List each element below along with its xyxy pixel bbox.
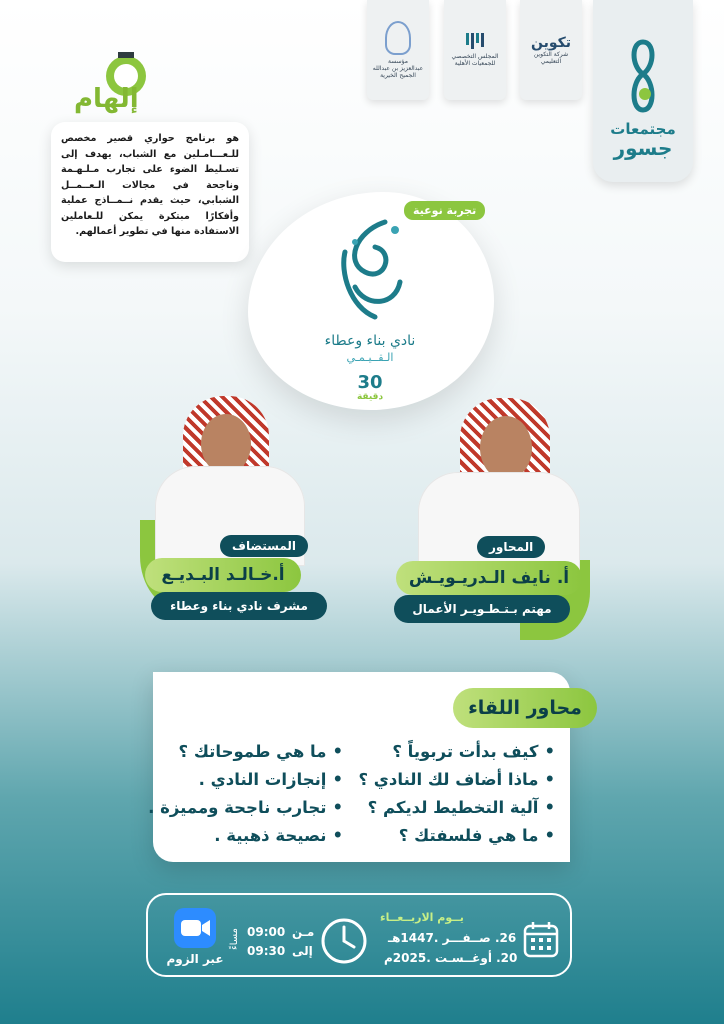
club-calligraphy-icon [325, 212, 415, 332]
duration-unit: دقيقة [356, 392, 384, 402]
partner-name: المجلس التخصصي [451, 53, 499, 60]
brand-title-line1: مجتمعات [610, 120, 676, 138]
brand-title-line2: جسور [613, 136, 673, 160]
face [201, 414, 251, 474]
guest-name: أ.خـالـد البـديـع [145, 558, 301, 592]
partner-sub: شركة التكوين التعليمي [533, 51, 569, 65]
partner-name: تكوين [530, 35, 572, 51]
foundation-emblem-icon [385, 21, 411, 55]
time-to: 09:30 [247, 944, 286, 958]
partner-logo-council [444, 0, 506, 100]
club-subtitle: الـقــيـمـي [346, 351, 394, 364]
clock-icon [320, 917, 368, 965]
platform-label: عبر الزوم [166, 952, 224, 966]
host-name: أ. نايف الـدريـويـش [396, 561, 582, 595]
hijri-date: 26. صــفـــر .1447هـ [388, 931, 517, 945]
topic-item: •نصيحة ذهبية . [214, 826, 343, 845]
program-intro: هو برنامج حواري قصير مخصص للـعـــامـلين مع الشباب، يهدف إلى تسـليط الضوء على تجارب مـلـهـمة وناجحة في مجالات الـعــمــل الشبابي، حيث يقدم نــمــاذج عملية وأفكارًا مبتكرة يمكن للـعاملين الاستفادة منها في تطوير أعمالهم. [51, 122, 249, 262]
bars-icon [466, 33, 484, 49]
gregorian-date: 20. أوغــسـت .2025م [384, 951, 518, 965]
topics-title: محاور اللقاء [453, 688, 597, 728]
partner-logo-takween [520, 0, 582, 100]
partner-name: مؤسسة [388, 58, 408, 65]
topic-item: •ماذا أضاف لك النادي ؟ [358, 770, 555, 789]
duration-value: 30 [357, 372, 383, 393]
host-role: المحاور [477, 536, 545, 558]
guest-role: المستضاف [220, 535, 308, 557]
topic-item: •ما هي طموحاتك ؟ [178, 742, 343, 761]
partner-logo-foundation [367, 0, 429, 100]
topic-item: •آلية التخطيط لديكم ؟ [367, 798, 555, 817]
face [480, 416, 532, 480]
time-period: مساءً [229, 928, 240, 951]
topic-item: •تجارب ناجحة ومميزة . [148, 798, 343, 817]
trial-tag: تجربة نوعية [404, 201, 485, 220]
calendar-icon [523, 920, 559, 958]
zoom-icon [174, 908, 216, 948]
host-title: مهتم بـتـطـويـر الأعمال [394, 595, 570, 623]
topic-item: •إنجازات النادي . [198, 770, 343, 789]
time-to-label: إلى [292, 944, 313, 958]
time-from: 09:00 [247, 925, 286, 939]
topic-item: •ما هي فلسفتك ؟ [398, 826, 555, 845]
ilham-logo-text: إلهام [74, 84, 139, 114]
guest-title: مشرف نادي بناء وعطاء [151, 592, 327, 620]
club-name: نادي بناء وعطاء [324, 333, 416, 349]
event-day: يــوم الاربــعــاء [380, 911, 464, 924]
topic-item: •كيف بدأت تربوياً ؟ [392, 742, 555, 761]
jusoor-logo-icon [623, 36, 663, 116]
partner-sub: عبدالعزيز بن عبدالله الجميح الخيرية [372, 65, 424, 79]
partner-sub: للجمعيات الأهلية [454, 60, 496, 67]
time-from-label: مـن [292, 925, 315, 939]
brand-card [593, 0, 693, 182]
